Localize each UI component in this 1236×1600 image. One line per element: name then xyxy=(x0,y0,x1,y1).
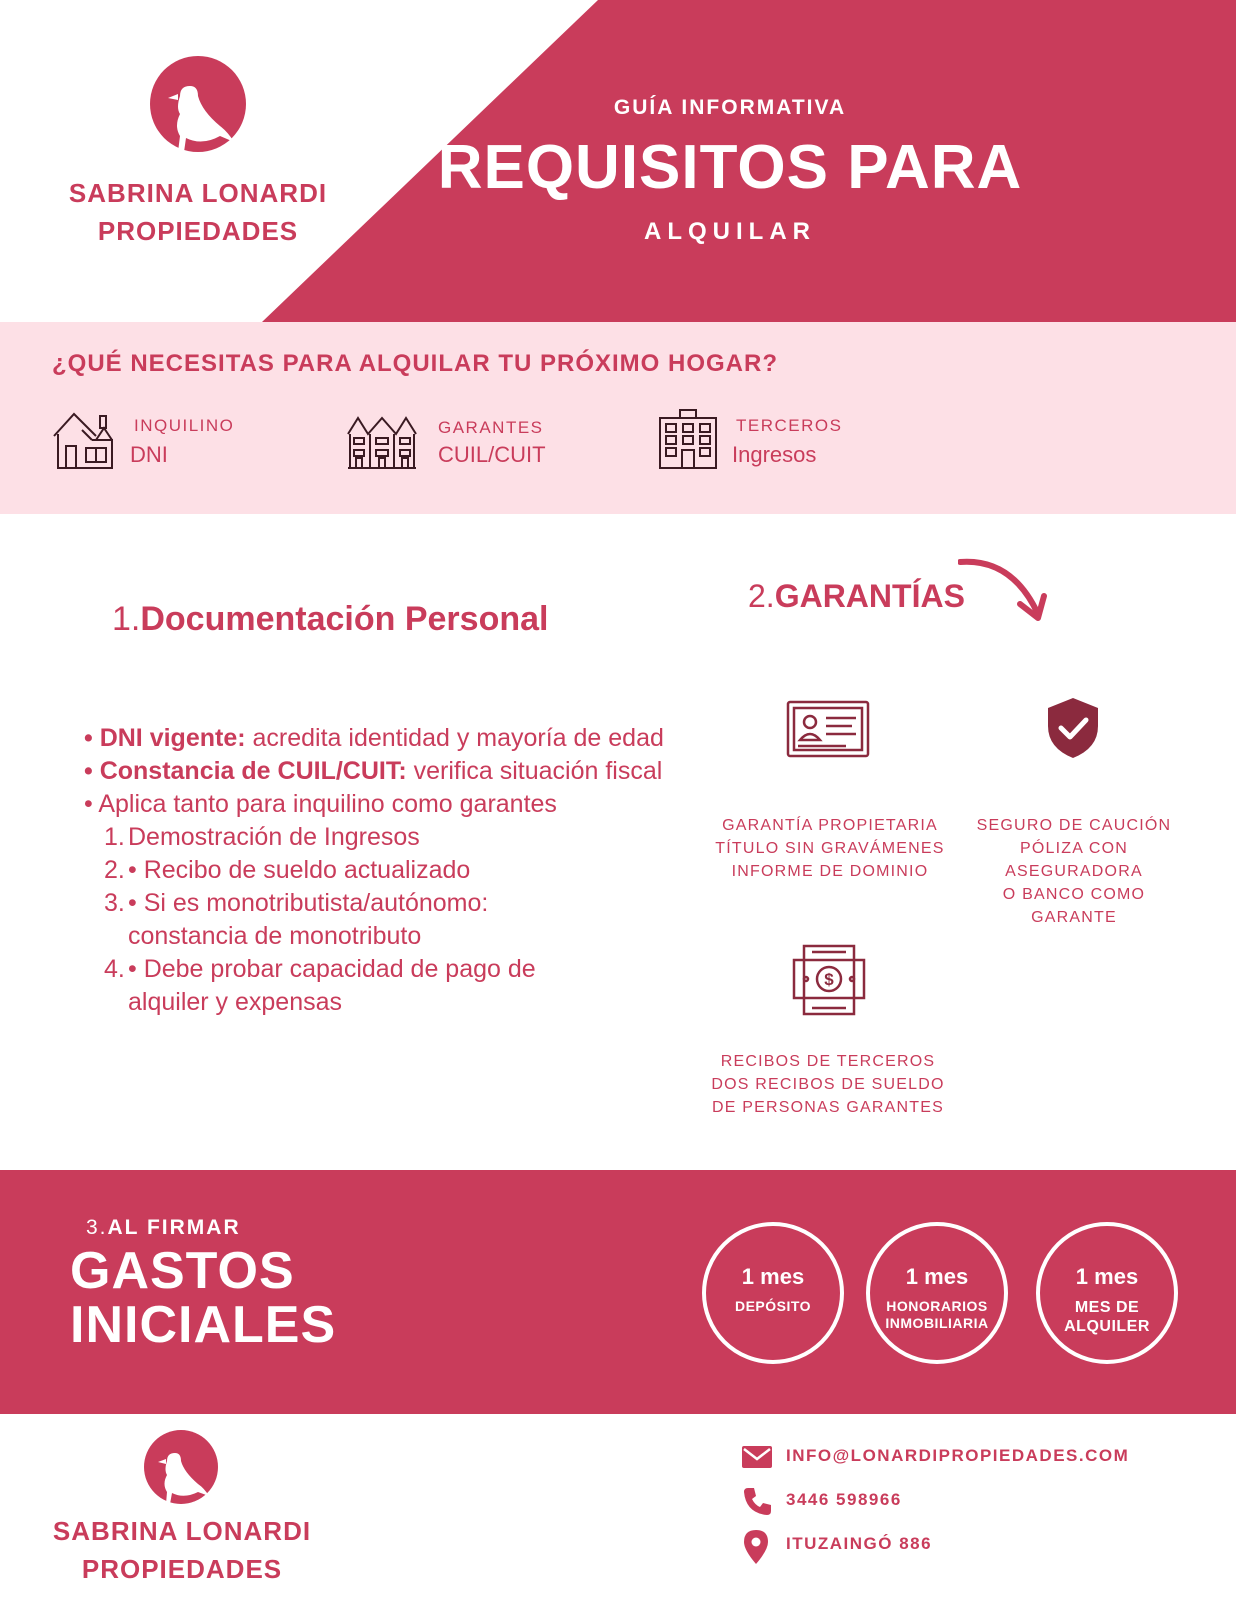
list-item xyxy=(84,788,664,821)
guarantee-line: GARANTÍA PROPIETARIA xyxy=(722,817,938,834)
numbered-item xyxy=(84,821,664,854)
item-text: • Aplica tanto para inquilino como garantes xyxy=(84,790,557,818)
costs-title xyxy=(70,1244,336,1352)
item-number: 1. xyxy=(104,823,125,851)
contact-address: ITUZAINGÓ 886 xyxy=(786,1534,933,1553)
contact-phone[interactable]: 3446 598966 xyxy=(786,1490,902,1509)
item-continuation: constancia de monotributo xyxy=(128,922,422,950)
contact-email[interactable]: INFO@LONARDIPROPIEDADES.COM xyxy=(786,1446,1130,1465)
page-title: REQUISITOS PARA xyxy=(437,133,1023,202)
item-text: acredita identidad y mayoría de edad xyxy=(245,724,664,752)
documentation-title xyxy=(112,600,548,639)
item-bold: • DNI vigente: xyxy=(84,724,246,752)
cost-label-line: DEPÓSITO xyxy=(734,1298,812,1314)
phone-icon xyxy=(742,1486,772,1516)
costs-kicker-text: AL FIRMAR xyxy=(107,1216,241,1239)
brand-line2: PROPIEDADES xyxy=(97,216,299,246)
building-icon xyxy=(658,408,718,472)
bird-logo-icon xyxy=(144,1430,218,1504)
documentation-list xyxy=(84,722,664,1019)
item-text: Demostración de Ingresos xyxy=(128,823,420,851)
list-item xyxy=(84,755,664,788)
costs-title-line1: GASTOS xyxy=(70,1242,295,1300)
costs-title-line2: INICIALES xyxy=(70,1296,337,1354)
item-text: • Recibo de sueldo actualizado xyxy=(128,856,471,884)
guarantee-line: DE PERSONAS GARANTES xyxy=(711,1099,945,1116)
need-value-garantes: CUIL/CUIT xyxy=(438,442,546,467)
house-icon xyxy=(52,410,116,470)
item-text: • Debe probar capacidad de pago de xyxy=(128,955,536,983)
townhouses-icon xyxy=(346,414,418,470)
mail-icon xyxy=(742,1446,772,1468)
documentation-number: 1. xyxy=(112,600,141,638)
guarantee-line: PÓLIZA CON xyxy=(1019,840,1129,857)
numbered-item xyxy=(84,953,664,986)
guarantees-title-text: GARANTÍAS xyxy=(774,578,965,614)
brand-name-footer xyxy=(44,1512,320,1588)
item-number: 3. xyxy=(104,889,125,917)
numbered-item xyxy=(84,887,664,920)
needs-title: ¿QUÉ NECESITAS PARA ALQUILAR TU PRÓXIMO HOGAR? xyxy=(52,350,779,377)
need-label-terceros: TERCEROS xyxy=(736,416,843,435)
brand-name-top xyxy=(60,174,336,250)
guarantee-line: SEGURO DE CAUCIÓN xyxy=(976,817,1172,834)
cost-amount: 1 mes xyxy=(905,1264,969,1289)
numbered-item xyxy=(84,854,664,887)
cost-label xyxy=(706,1298,840,1315)
brand-line1: SABRINA LONARDI xyxy=(52,1516,312,1546)
cost-circle-fees xyxy=(866,1222,1008,1364)
cost-label xyxy=(1040,1298,1174,1336)
list-item xyxy=(84,722,664,755)
item-text: • Si es monotributista/autónomo: xyxy=(128,889,489,917)
documentation-title-text: Documentación Personal xyxy=(140,600,549,638)
svg-text:$: $ xyxy=(824,970,834,989)
item-number: 2. xyxy=(104,856,125,884)
cost-circle-rent xyxy=(1036,1222,1178,1364)
guarantees-number: 2. xyxy=(748,578,775,614)
curved-arrow-icon xyxy=(958,558,1050,628)
brand-line2: PROPIEDADES xyxy=(81,1554,283,1584)
item-text: verifica situación fiscal xyxy=(406,757,663,785)
guarantee-line: DOS RECIBOS DE SUELDO xyxy=(711,1076,945,1093)
costs-kicker xyxy=(86,1216,241,1240)
guarantee-text-1 xyxy=(700,814,960,883)
guide-kicker: GUÍA INFORMATIVA xyxy=(613,96,847,119)
shield-check-icon xyxy=(1046,696,1100,760)
need-value-inquilino: DNI xyxy=(130,442,168,467)
cost-label-line: ALQUILER xyxy=(1064,1318,1150,1335)
bird-logo-icon xyxy=(150,56,246,152)
item-number: 4. xyxy=(104,955,125,983)
cost-label-line: HONORARIOS xyxy=(886,1298,988,1314)
item-bold: • Constancia de CUIL/CUIT: xyxy=(84,757,407,785)
need-label-garantes: GARANTES xyxy=(438,418,544,437)
cost-circle-deposit xyxy=(702,1222,844,1364)
guarantee-text-2 xyxy=(944,814,1204,929)
guarantee-line: RECIBOS DE TERCEROS xyxy=(720,1053,936,1070)
guarantee-line: GARANTE xyxy=(1031,909,1117,926)
guarantee-text-3 xyxy=(698,1050,958,1119)
guarantee-line: TÍTULO SIN GRAVÁMENES xyxy=(715,840,945,857)
cost-amount: 1 mes xyxy=(1075,1264,1139,1289)
location-pin-icon xyxy=(744,1530,768,1564)
cost-label-line: MES DE xyxy=(1074,1299,1140,1316)
guarantee-line: INFORME DE DOMINIO xyxy=(731,863,929,880)
need-label-inquilino: INQUILINO xyxy=(134,416,235,435)
item-continuation: alquiler y expensas xyxy=(128,988,343,1016)
page-subtitle: ALQUILAR xyxy=(644,218,816,245)
brand-line1: SABRINA LONARDI xyxy=(68,178,328,208)
id-card-icon xyxy=(786,700,870,758)
cost-label xyxy=(870,1298,1004,1332)
need-value-terceros: Ingresos xyxy=(732,442,817,467)
guarantee-line: O BANCO COMO xyxy=(1002,886,1146,903)
costs-number: 3. xyxy=(86,1216,108,1239)
money-icon xyxy=(792,944,866,1016)
guarantee-line: ASEGURADORA xyxy=(1005,863,1143,880)
cost-label-line: INMOBILIARIA xyxy=(885,1315,989,1331)
guarantees-title xyxy=(748,578,965,615)
cost-amount: 1 mes xyxy=(741,1264,805,1289)
